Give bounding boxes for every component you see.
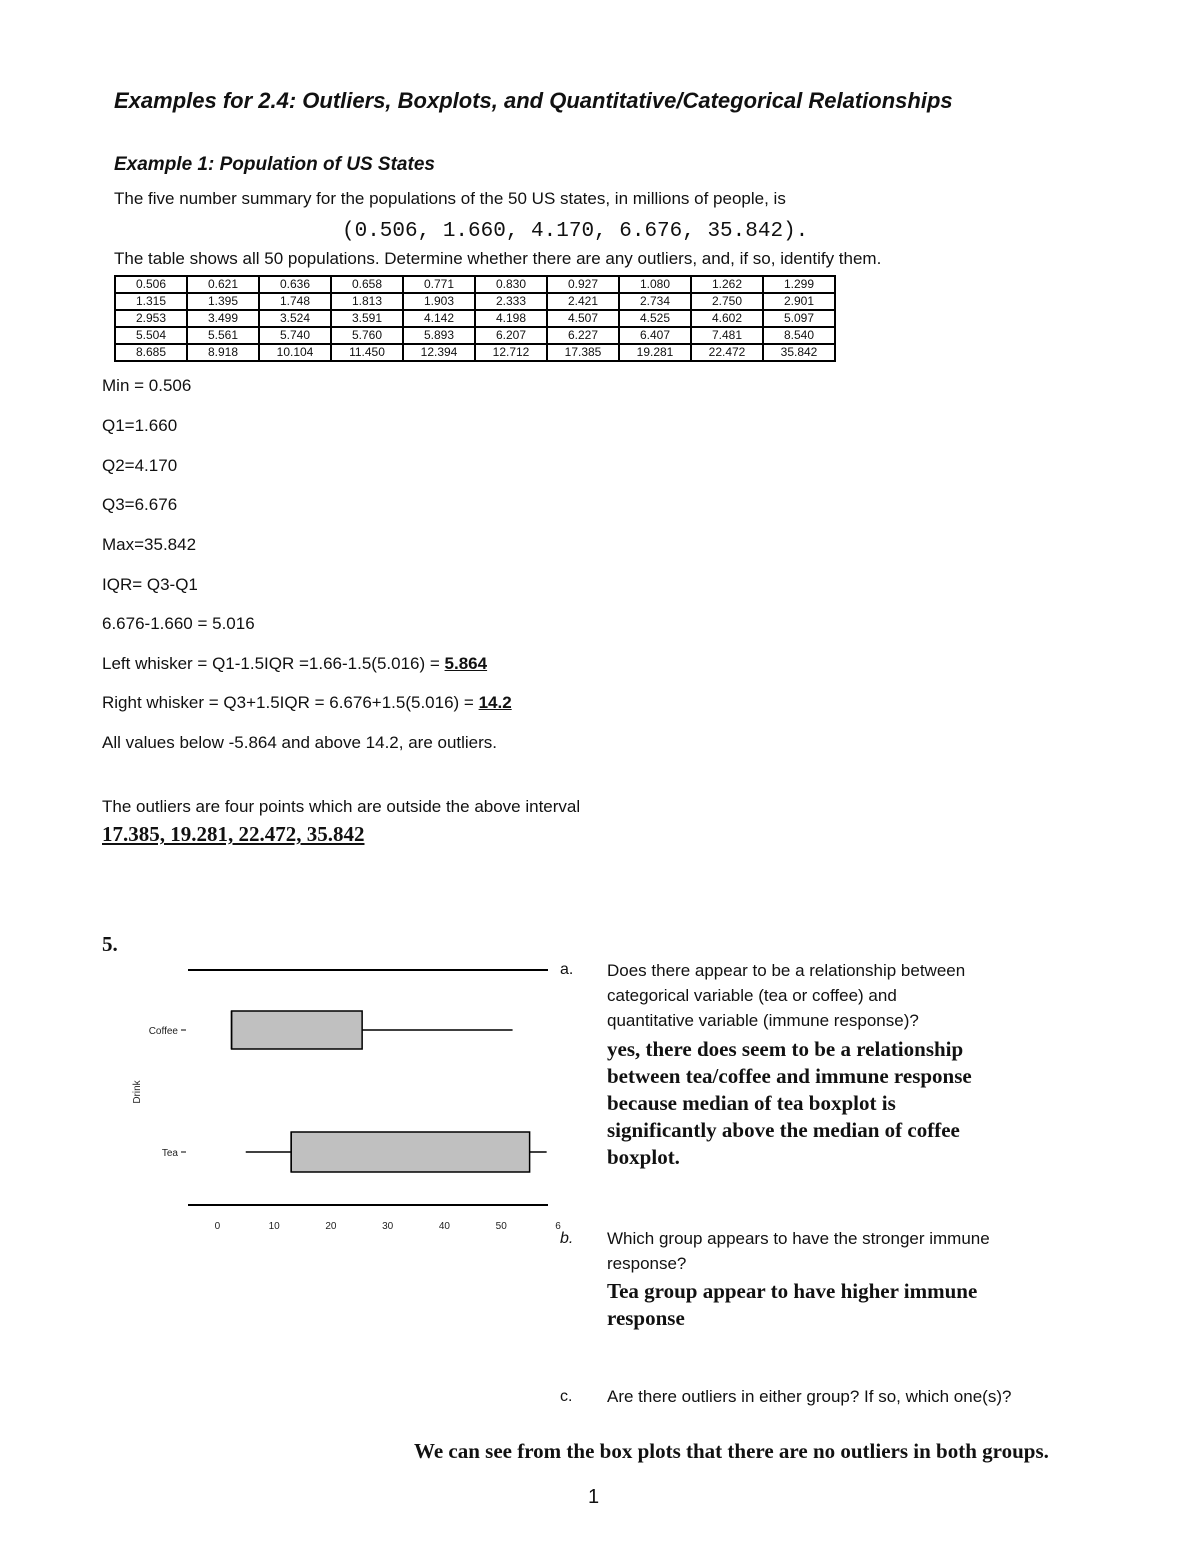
table-cell: 35.842 <box>763 344 835 361</box>
x-tick-label: 50 <box>495 1221 507 1232</box>
question-b-line: Which group appears to have the stronger immune <box>607 1229 990 1248</box>
table-cell: 6.407 <box>619 327 691 344</box>
five-number-summary: (0.506, 1.660, 4.170, 6.676, 35.842). <box>342 220 809 243</box>
table-cell: 1.813 <box>331 293 403 310</box>
problem-number: 5. <box>102 932 118 956</box>
table-cell: 1.299 <box>763 276 835 293</box>
table-cell: 1.080 <box>619 276 691 293</box>
outlier-values: 17.385, 19.281, 22.472, 35.842 <box>102 822 365 846</box>
table-cell: 17.385 <box>547 344 619 361</box>
table-cell: 2.421 <box>547 293 619 310</box>
y-axis-label: Drink <box>132 1080 143 1104</box>
left-whisker-line <box>102 654 487 674</box>
table-row <box>115 310 835 327</box>
table-row <box>115 344 835 361</box>
answer-b-line: response <box>607 1306 685 1330</box>
table-cell: 8.685 <box>115 344 187 361</box>
page-title: Examples for 2.4: Outliers, Boxplots, and Quantitative/Categorical Relationships <box>114 88 953 113</box>
table-cell: 2.750 <box>691 293 763 310</box>
group-label: Tea <box>161 1148 178 1159</box>
example-heading: Example 1: Population of US States <box>114 154 435 175</box>
table-cell: 3.524 <box>259 310 331 327</box>
table-cell: 1.748 <box>259 293 331 310</box>
outlier-statement: The outliers are four points which are outside the above interval <box>102 797 581 816</box>
answer-b <box>607 1278 977 1332</box>
x-tick-label: 0 <box>214 1221 221 1232</box>
table-cell: 22.472 <box>691 344 763 361</box>
table-cell: 4.507 <box>547 310 619 327</box>
boxplot-chart <box>120 955 560 1235</box>
table-cell: 6.227 <box>547 327 619 344</box>
table-cell: 0.636 <box>259 276 331 293</box>
table-cell: 2.734 <box>619 293 691 310</box>
table-cell: 5.097 <box>763 310 835 327</box>
question-b-line: response? <box>607 1254 687 1273</box>
q3-line: Q3=6.676 <box>102 495 178 514</box>
page-number: 1 <box>588 1486 600 1508</box>
table-cell: 5.504 <box>115 327 187 344</box>
outlier-rule: All values below -5.864 and above 14.2, are outliers. <box>102 733 498 752</box>
table-cell: 4.198 <box>475 310 547 327</box>
population-table <box>114 275 836 362</box>
left-whisker-value: 5.864 <box>444 654 488 673</box>
table-cell: 0.927 <box>547 276 619 293</box>
iqr-calc-line: 6.676-1.660 = 5.016 <box>102 614 255 633</box>
right-whisker-value: 14.2 <box>478 693 512 712</box>
table-cell: 12.712 <box>475 344 547 361</box>
x-tick-label: 10 <box>268 1221 280 1232</box>
table-cell: 5.561 <box>187 327 259 344</box>
max-line: Max=35.842 <box>102 535 197 554</box>
table-cell: 8.540 <box>763 327 835 344</box>
question-c-label: c. <box>560 1388 573 1405</box>
table-cell: 0.658 <box>331 276 403 293</box>
table-cell: 10.104 <box>259 344 331 361</box>
table-cell: 1.315 <box>115 293 187 310</box>
answer-a-line: between tea/coffee and immune response <box>607 1064 972 1088</box>
table-cell: 0.621 <box>187 276 259 293</box>
right-whisker-formula: Right whisker = Q3+1.5IQR = 6.676+1.5(5.016) = <box>102 693 479 712</box>
x-tick-label: 20 <box>325 1221 337 1232</box>
table-cell: 11.450 <box>331 344 403 361</box>
table-row <box>115 293 835 310</box>
table-row <box>115 276 835 293</box>
table-cell: 4.602 <box>691 310 763 327</box>
table-cell: 2.333 <box>475 293 547 310</box>
table-cell: 0.771 <box>403 276 475 293</box>
question-a-line: Does there appear to be a relationship between <box>607 961 966 980</box>
table-cell: 3.499 <box>187 310 259 327</box>
intro-text: The five number summary for the populations of the 50 US states, in millions of people, is <box>114 189 786 208</box>
right-whisker-line <box>102 693 512 713</box>
x-tick-label: 6 <box>555 1221 561 1232</box>
table-cell: 2.901 <box>763 293 835 310</box>
question-a-line: categorical variable (tea or coffee) and <box>607 986 897 1005</box>
table-cell: 1.395 <box>187 293 259 310</box>
instruction-text: The table shows all 50 populations. Determine whether there are any outliers, and, if so, identify them. <box>114 249 882 268</box>
table-cell: 2.953 <box>115 310 187 327</box>
table-cell: 1.262 <box>691 276 763 293</box>
x-tick-label: 30 <box>382 1221 394 1232</box>
table-cell: 5.760 <box>331 327 403 344</box>
question-b-label: b. <box>560 1230 574 1247</box>
table-cell: 7.481 <box>691 327 763 344</box>
question-a-line: quantitative variable (immune response)? <box>607 1011 919 1030</box>
q1-line: Q1=1.660 <box>102 416 178 435</box>
table-cell: 5.740 <box>259 327 331 344</box>
table-cell: 0.506 <box>115 276 187 293</box>
table-cell: 4.525 <box>619 310 691 327</box>
left-whisker-formula: Left whisker = Q1-1.5IQR =1.66-1.5(5.016) = <box>102 654 445 673</box>
table-cell: 1.903 <box>403 293 475 310</box>
table-cell: 0.830 <box>475 276 547 293</box>
answer-a-line: boxplot. <box>607 1145 680 1169</box>
question-a-text <box>607 958 965 1033</box>
table-cell: 6.207 <box>475 327 547 344</box>
table-cell: 3.591 <box>331 310 403 327</box>
table-row <box>115 327 835 344</box>
x-tick-label: 40 <box>438 1221 451 1232</box>
box <box>291 1132 529 1172</box>
q2-line: Q2=4.170 <box>102 456 178 475</box>
table-cell: 19.281 <box>619 344 691 361</box>
answer-a-line: because median of tea boxplot is <box>607 1091 896 1115</box>
table-cell: 8.918 <box>187 344 259 361</box>
iqr-line: IQR= Q3-Q1 <box>102 575 198 594</box>
answer-a-line: yes, there does seem to be a relationship <box>607 1037 964 1061</box>
answer-b-line: Tea group appear to have higher immune <box>607 1279 978 1303</box>
question-b-text <box>607 1226 990 1276</box>
answer-a <box>607 1036 972 1171</box>
min-line: Min = 0.506 <box>102 376 192 395</box>
table-cell: 4.142 <box>403 310 475 327</box>
group-label: Coffee <box>148 1026 178 1037</box>
question-a-label: a. <box>560 961 574 978</box>
box <box>232 1011 363 1049</box>
answer-a-line: significantly above the median of coffee <box>607 1118 960 1142</box>
answer-c: We can see from the box plots that there are no outliers in both groups. <box>414 1439 1049 1463</box>
table-cell: 5.893 <box>403 327 475 344</box>
table-cell: 12.394 <box>403 344 475 361</box>
question-c-text: Are there outliers in either group? If so, which one(s)? <box>607 1387 1012 1406</box>
